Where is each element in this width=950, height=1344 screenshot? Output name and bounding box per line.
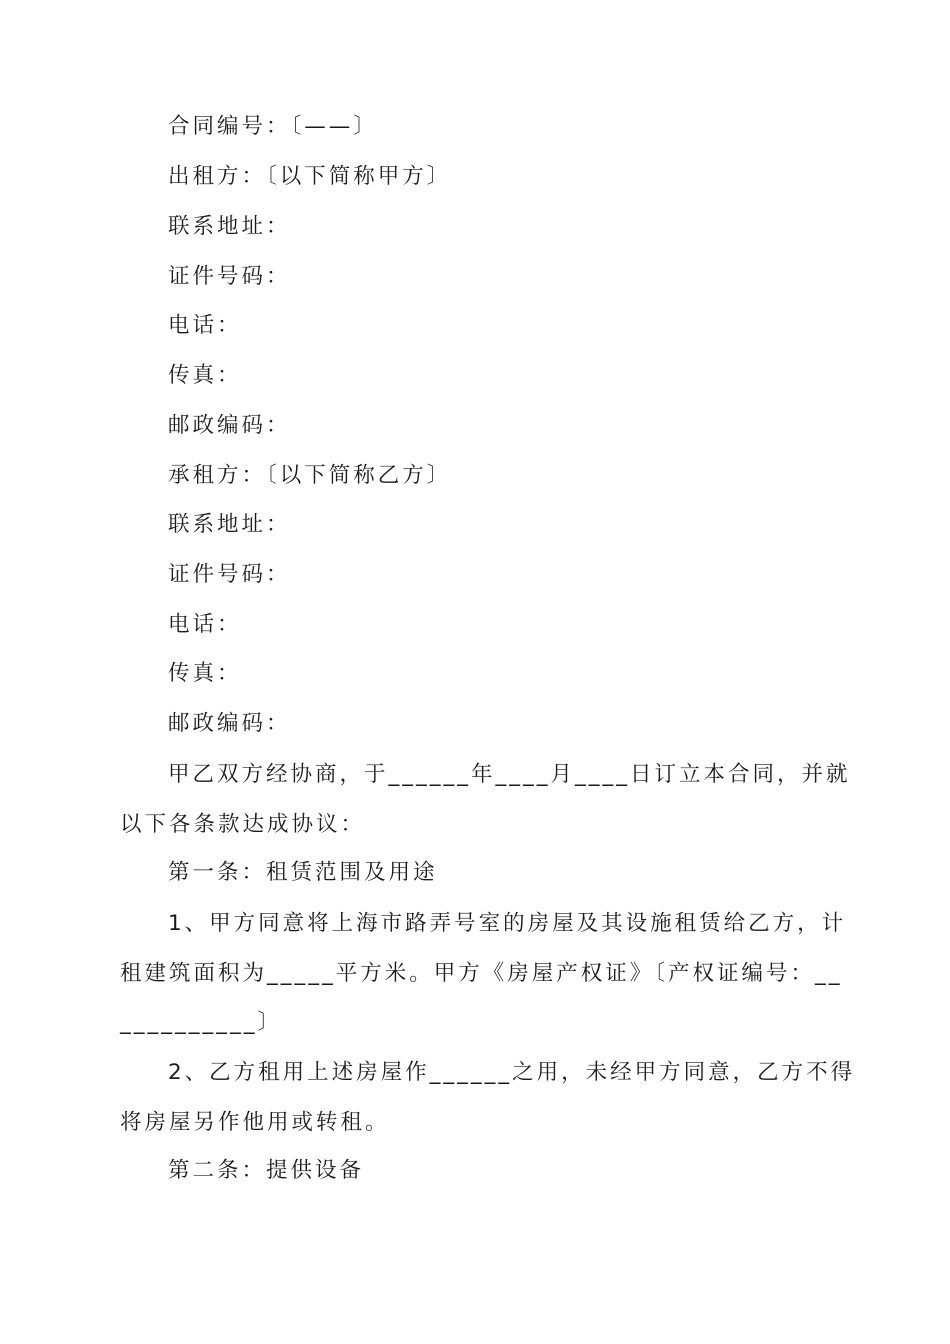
- clause-2-line-2: 将房屋另作他用或转租。: [120, 1109, 390, 1135]
- lessor-postcode-line: 邮政编码：: [168, 413, 291, 438]
- lessee-phone-line: 电话：: [168, 612, 242, 637]
- clause-1-line-3: __________〕: [120, 1010, 283, 1035]
- lessor-fax-line: 传真：: [168, 363, 242, 388]
- clause-1-line-2: 租建筑面积为_____平方米。甲方《房屋产权证》〔产权证编号：__: [120, 960, 843, 986]
- contract-number-line: 合同编号：〔——〕: [168, 114, 378, 139]
- agreement-paragraph: [120, 750, 851, 849]
- clause-2-line-1: 2、乙方租用上述房屋作______之用，未经甲方同意，乙方不得: [168, 1060, 856, 1085]
- lessee-line: 承租方：〔以下简称乙方〕: [168, 463, 452, 488]
- lessor-address-line: 联系地址：: [168, 214, 291, 239]
- lessee-id-line: 证件号码：: [168, 562, 291, 587]
- clause-2-paragraph: [120, 1048, 856, 1147]
- article-1-title: 第一条：租赁范围及用途: [168, 860, 438, 885]
- lessee-fax-line: 传真：: [168, 661, 242, 686]
- agreement-line-1: 甲乙双方经协商，于______年____月____日订立本合同，并就: [168, 762, 851, 787]
- lessor-phone-line: 电话：: [168, 313, 242, 338]
- article-2-title: 第二条：提供设备: [168, 1158, 365, 1183]
- agreement-line-2: 以下各条款达成协议：: [120, 811, 366, 837]
- lessee-address-line: 联系地址：: [168, 512, 291, 537]
- lessor-id-line: 证件号码：: [168, 264, 291, 289]
- lessee-postcode-line: 邮政编码：: [168, 711, 291, 736]
- clause-1-paragraph: [120, 899, 847, 1048]
- lessor-line: 出租方：〔以下简称甲方〕: [168, 164, 452, 189]
- clause-1-line-1: 1、甲方同意将上海市路弄号室的房屋及其设施租赁给乙方，计: [168, 911, 847, 936]
